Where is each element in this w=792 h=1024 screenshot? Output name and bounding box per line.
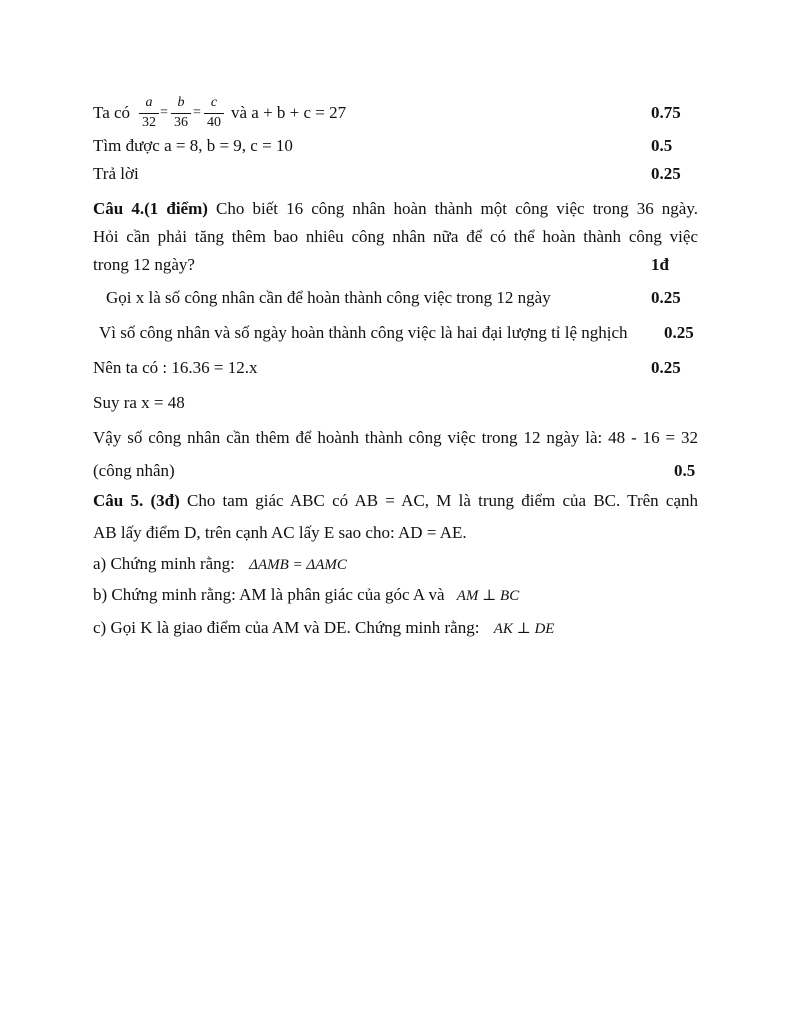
frac-c-denominator: 40 (207, 115, 221, 130)
q5-part-c (93, 618, 554, 639)
found-values: Tìm được a = 8, b = 9, c = 10 (93, 136, 293, 155)
frac-a-bar (139, 113, 159, 114)
q5-heading: Câu 5. (3đ) (93, 491, 180, 510)
q5-part-c-text: c) Gọi K là giao điểm của AM và DE. Chứng minh rằng: (93, 618, 480, 637)
frac-a-numerator: a (145, 95, 153, 110)
q4-step-2: Vì số công nhân và số ngày hoàn thành công việc là hai đại lượng tỉ lệ nghịch (99, 323, 628, 342)
q5-line-1-text: Cho tam giác ABC có AB = AC, M là trung điểm của BC. Trên cạnh (186, 491, 698, 510)
score-q4-step-2: 0.25 (664, 323, 694, 342)
frac-b-numerator: b (177, 95, 185, 110)
q5-part-a (93, 554, 347, 575)
score-ratio: 0.75 (651, 103, 681, 122)
q5-part-a-text: a) Chứng minh rằng: (93, 554, 235, 573)
q5-line-2: AB lấy điểm D, trên cạnh AC lấy E sao cho: AD = AE. (93, 523, 467, 542)
ratio-prefix: Ta có (93, 103, 131, 122)
q4-points: 1đ (651, 255, 669, 274)
q4-step-4: Suy ra x = 48 (93, 393, 185, 412)
score-q4-step-3: 0.25 (651, 358, 681, 377)
equals-sign-1: = (160, 105, 168, 120)
score-q4-step-5: 0.5 (674, 461, 696, 480)
frac-a-denominator: 32 (142, 115, 156, 130)
score-found-values: 0.5 (651, 136, 673, 155)
q4-step-1: Gọi x là số công nhân cần để hoàn thành công việc trong 12 ngày (106, 288, 551, 307)
q5-line-1 (93, 491, 698, 511)
q4-line-2: Hỏi cần phải tăng thêm bao nhiêu công nhân nữa để có thể hoàn thành công việc (93, 227, 698, 246)
answer-line: Trả lời (93, 164, 139, 183)
q4-line-3: trong 12 ngày? (93, 255, 195, 274)
q5-part-c-math: AK ⊥ DE (493, 621, 555, 637)
q4-heading: Câu 4.(1 điểm) (93, 199, 208, 218)
q5-part-b (93, 585, 519, 606)
frac-c-bar (204, 113, 224, 114)
score-q4-step-1: 0.25 (651, 288, 681, 307)
q4-line-1-text: Cho biết 16 công nhân hoàn thành một công việc trong 36 ngày. (216, 199, 699, 218)
frac-b-denominator: 36 (174, 115, 188, 130)
q4-step-5-line-1: Vậy số công nhân cần thêm để hoành thành công việc trong 12 ngày là: 48 - 16 = 32 (93, 428, 698, 447)
frac-c-numerator: c (210, 95, 218, 110)
q5-part-a-math: ΔAMB = ΔAMC (249, 557, 347, 573)
q4-line-1 (93, 199, 698, 219)
frac-b-bar (171, 113, 191, 114)
score-answer: 0.25 (651, 164, 681, 183)
q4-step-5-line-2: (công nhân) (93, 461, 175, 480)
ratio-suffix: và a + b + c = 27 (231, 103, 347, 122)
q5-part-b-text: b) Chứng minh rằng: AM là phân giác của góc A và (93, 585, 445, 604)
q5-part-b-math: AM ⊥ BC (456, 588, 520, 604)
equals-sign-2: = (193, 105, 201, 120)
q4-step-3: Nên ta có : 16.36 = 12.x (93, 358, 258, 377)
